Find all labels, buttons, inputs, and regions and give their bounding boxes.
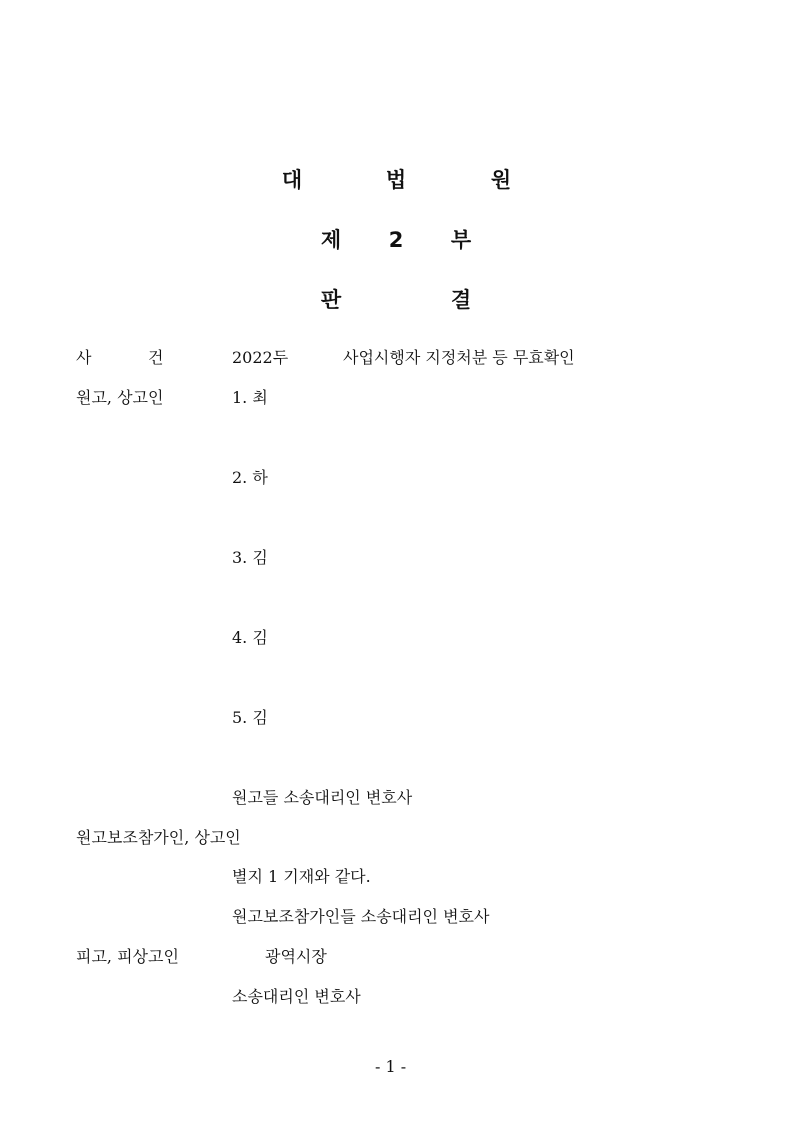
plaintiffs-counsel: 원고들 소송대리인 변호사 bbox=[232, 788, 413, 807]
case-label-first: 사 bbox=[76, 348, 92, 367]
defendant-label: 피고, 피상고인 bbox=[76, 947, 179, 966]
defendant-name: 광역시장 bbox=[265, 947, 327, 966]
case-label-second: 건 bbox=[148, 348, 164, 367]
case-title: 사업시행자 지정처분 등 무효확인 bbox=[343, 348, 575, 367]
case-number: 2022두 bbox=[232, 348, 289, 367]
plaintiff-item: 1. 최 bbox=[232, 388, 268, 407]
intervenors-counsel: 원고보조참가인들 소송대리인 변호사 bbox=[232, 907, 490, 926]
plaintiffs-label: 원고, 상고인 bbox=[76, 388, 164, 407]
plaintiff-item: 2. 하 bbox=[232, 468, 268, 487]
page-number: - 1 - bbox=[375, 1057, 407, 1076]
intervenors-desc: 별지 1 기재와 같다. bbox=[232, 867, 371, 886]
plaintiff-item: 5. 김 bbox=[232, 708, 268, 727]
plaintiff-item: 3. 김 bbox=[232, 548, 268, 567]
plaintiff-item: 4. 김 bbox=[232, 628, 268, 647]
intervenors-label: 원고보조참가인, 상고인 bbox=[76, 828, 241, 847]
defendant-counsel: 소송대리인 변호사 bbox=[232, 987, 361, 1006]
